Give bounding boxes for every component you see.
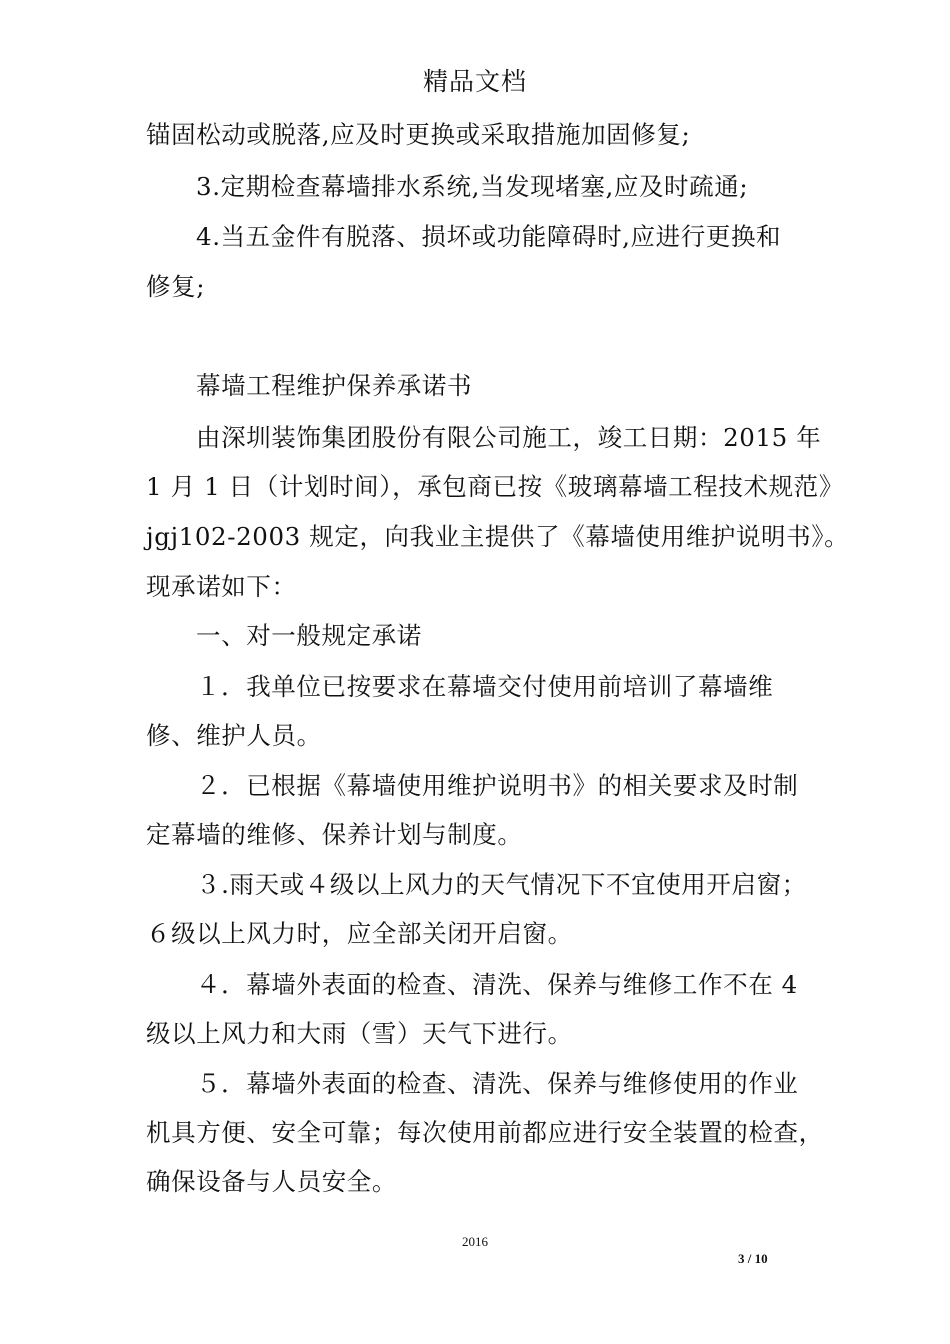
body-line: 确保设备与人员安全。 — [146, 1167, 397, 1196]
page-header: 精品文档 — [422, 67, 527, 96]
body-line: 机具方便、安全可靠；每次使用前都应进行安全装置的检查， — [146, 1118, 824, 1147]
body-line: ３.雨天或４级以上风力的天气情况下不宜使用开启窗； — [196, 870, 807, 899]
body-line: 现承诺如下： — [146, 572, 297, 601]
body-line: 3.定期检查幕墙排水系统,当发现堵塞,应及时疏通; — [196, 172, 749, 201]
body-line: ４．幕墙外表面的检查、清洗、保养与维修工作不在 4 — [196, 970, 798, 999]
footer-year: 2016 — [462, 1234, 488, 1249]
section-title: 幕墙工程维护保养承诺书 — [196, 371, 473, 400]
body-line: 1 月 1 日（计划时间），承包商已按《玻璃幕墙工程技术规范》 — [146, 472, 844, 501]
body-line: 由深圳装饰集团股份有限公司施工，竣工日期：2015 年 — [196, 423, 822, 452]
body-line: 定幕墙的维修、保养计划与制度。 — [146, 820, 523, 849]
body-line: ５．幕墙外表面的检查、清洗、保养与维修使用的作业 — [196, 1069, 799, 1098]
body-line: 4.当五金件有脱落、损坏或功能障碍时,应进行更换和 — [196, 222, 782, 251]
body-line: 修复; — [146, 272, 206, 301]
page-number: 3 / 10 — [738, 1251, 768, 1266]
body-line: ６级以上风力时，应全部关闭开启窗。 — [146, 919, 573, 948]
body-line: 修、维护人员。 — [146, 721, 322, 750]
body-line: 锚固松动或脱落,应及时更换或采取措施加固修复; — [146, 120, 691, 149]
body-line: １．我单位已按要求在幕墙交付使用前培训了幕墙维 — [196, 672, 774, 701]
body-line: ２．已根据《幕墙使用维护说明书》的相关要求及时制 — [196, 771, 799, 800]
body-line: 一、对一般规定承诺 — [196, 621, 422, 650]
body-line: 级以上风力和大雨（雪）天气下进行。 — [146, 1019, 573, 1048]
body-line: jgj102-2003 规定，向我业主提供了《幕墙使用维护说明书》。 — [146, 522, 850, 551]
